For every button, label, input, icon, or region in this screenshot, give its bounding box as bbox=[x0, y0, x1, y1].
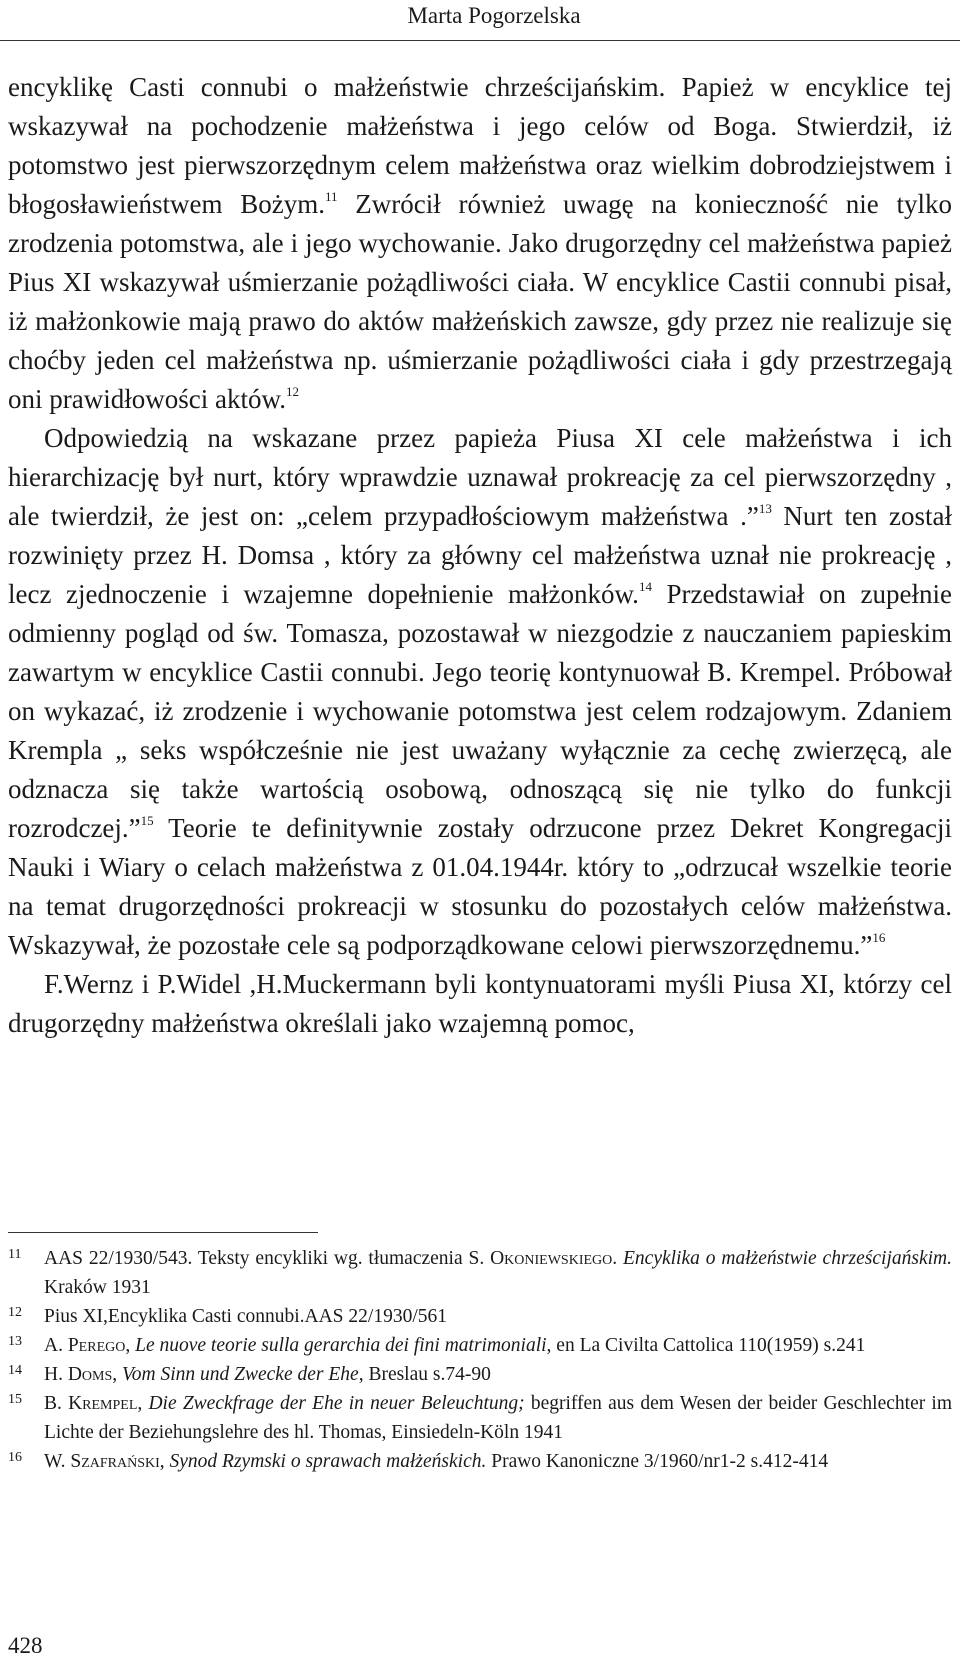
footnote-text: , bbox=[112, 1364, 123, 1385]
footnote-number: 14 bbox=[8, 1363, 22, 1378]
paragraph-text: Odpowiedzią na wskazane przez papieża Piusa XI cele małżeństwa i ich hierarchizację był nurt, który wprawdzie uznawał prokreację za cel pierwszorzędny , ale twierdził, że jest on: „celem przypadłościowym małżeństwa .” bbox=[8, 423, 952, 531]
paragraph-text: Zwrócił również uwagę na konieczność nie tylko zrodzenia potomstwa, ale i jego wychowanie. Jako drugorzędny cel małżeństwa papież Pius XI wskazywał uśmierzanie pożądliwości ciała. W encyklice Castii connubi pisał, iż małżonkowie mają prawo do aktów małżeńskich zawsze, gdy przez nie realizuje się choćby jeden cel małżeństwa np. uśmierzanie pożądliwości ciała i gdy przestrzegają oni prawidłowości aktów. bbox=[8, 189, 953, 414]
running-head-text: Marta Pogorzelska bbox=[407, 3, 581, 28]
paragraph-text: Teorie te definitywnie zostały odrzucone przez Dekret Kongregacji Nauki i Wiary o celach małżeństwa z 01.04.1944r. który to „odrzucał wszelkie teorie na temat drugorzędności prokreacji w stosunku do pozostałych celów małżeństwa. Wskazywał, że pozostałe cele są podporządkowane celowi pierwszorzędnemu.” bbox=[8, 813, 952, 960]
footnote-reference[interactable]: 15 bbox=[140, 813, 154, 828]
body-text bbox=[8, 68, 952, 1043]
running-head bbox=[0, 2, 960, 30]
footnote-author: H. Doms bbox=[44, 1364, 113, 1385]
footnote-text: , Breslau s.74-90 bbox=[358, 1364, 491, 1385]
footnote-author: B. Krempel bbox=[44, 1393, 138, 1414]
footnote-text: , en La Civilta Cattolica 110(1959) s.241 bbox=[546, 1335, 866, 1356]
footnote-number: 13 bbox=[8, 1334, 22, 1349]
footnote-item bbox=[8, 1447, 952, 1476]
footnote-item bbox=[8, 1389, 952, 1447]
footnote-item bbox=[8, 1244, 952, 1302]
footnote-title: Encyklika o małżeństwie chrześcijańskim. bbox=[623, 1248, 952, 1269]
footnote-item bbox=[8, 1331, 952, 1360]
footnote-text: , bbox=[159, 1451, 170, 1472]
footnote-text: , bbox=[125, 1335, 136, 1356]
paragraph-text: Przedstawiał on zupełnie odmienny pogląd od św. Tomasza, pozostawał w niezgodzie z nauczaniem papieskim zawartym w encyklice Castii connubi. Jego teorię kontynuował B. Krempel. Próbował on wykazać, iż zrodzenie i wychowanie potomstwa jest celem rodzajowym. Zdaniem Krempla „ seks współcześnie nie jest uważany wyłącznie za cechę zwierzęcą, ale odznacza się także wartością osobową, odnoszącą się nie tylko do funkcji rozrodczej.” bbox=[8, 579, 952, 843]
footnote-number: 15 bbox=[8, 1392, 22, 1407]
footnote-reference[interactable]: 12 bbox=[285, 384, 299, 399]
footnote-title: Die Zweckfrage der Ehe in neuer Beleuchtung; bbox=[148, 1393, 525, 1414]
footnote-item bbox=[8, 1360, 952, 1389]
body-paragraph bbox=[8, 68, 952, 419]
header-rule bbox=[0, 40, 960, 41]
footnote-reference[interactable]: 13 bbox=[758, 501, 772, 516]
body-paragraph bbox=[8, 965, 952, 1043]
footnote-title: Vom Sinn und Zwecke der Ehe bbox=[122, 1364, 359, 1385]
footnote-text: . bbox=[612, 1248, 624, 1269]
footnote-text: Kraków 1931 bbox=[44, 1277, 151, 1298]
footnote-item bbox=[8, 1302, 952, 1331]
footnote-number: 11 bbox=[8, 1247, 22, 1262]
footnote-text: , bbox=[137, 1393, 149, 1414]
footnote-number: 12 bbox=[8, 1305, 22, 1320]
page-number: 428 bbox=[8, 1633, 43, 1658]
footnote-reference[interactable]: 11 bbox=[324, 189, 338, 204]
footnote-text: Prawo Kanoniczne 3/1960/nr1-2 s.412-414 bbox=[486, 1451, 829, 1472]
body-paragraph bbox=[8, 419, 952, 965]
footnote-author: A. Perego bbox=[44, 1335, 126, 1356]
footnote-text: begriffen aus dem Wesen der beider Geschlechter im Lichte der Beziehungslehre des hl. Thomas, Einsiedeln-Köln 1941 bbox=[44, 1393, 952, 1443]
footnote-text: AAS 22/1930/543. Teksty encykliki wg. tłumaczenia bbox=[44, 1248, 469, 1269]
footnotes bbox=[8, 1244, 952, 1476]
footnote-reference[interactable]: 14 bbox=[638, 579, 652, 594]
paragraph-text: Nurt ten został rozwinięty przez H. Domsa , który za główny cel małżeństwa uznał nie prokreację , lecz zjednoczenie i wzajemne dopełnienie małżonków. bbox=[8, 501, 952, 609]
footnote-title: Synod Rzymski o sprawach małżeńskich. bbox=[169, 1451, 487, 1472]
footnote-number: 16 bbox=[8, 1450, 22, 1465]
footnote-text: Pius XI,Encyklika Casti connubi.AAS 22/1930/561 bbox=[44, 1306, 447, 1327]
paragraph-text: F.Wernz i P.Widel ,H.Muckermann byli kontynuatorami myśli Piusa XI, którzy cel drugorzędny małżeństwa określali jako wzajemną pomoc, bbox=[8, 969, 952, 1038]
footnote-separator bbox=[8, 1232, 318, 1233]
footnote-author: S. Okoniewskiego bbox=[468, 1248, 613, 1269]
footnote-reference[interactable]: 16 bbox=[872, 930, 886, 945]
footnote-title: Le nuove teorie sulla gerarchia dei fini matrimoniali bbox=[135, 1335, 547, 1356]
paragraph-text: encyklikę Casti connubi o małżeństwie chrześcijańskim. Papież w encyklice tej wskazywał na pochodzenie małżeństwa i jego celów od Boga. Stwierdził, iż potomstwo jest pierwszorzędnym celem małżeństwa oraz wielkim dobrodziejstwem i błogosławieństwem Bożym. bbox=[8, 72, 952, 219]
footnote-author: W. Szafrański bbox=[44, 1451, 160, 1472]
